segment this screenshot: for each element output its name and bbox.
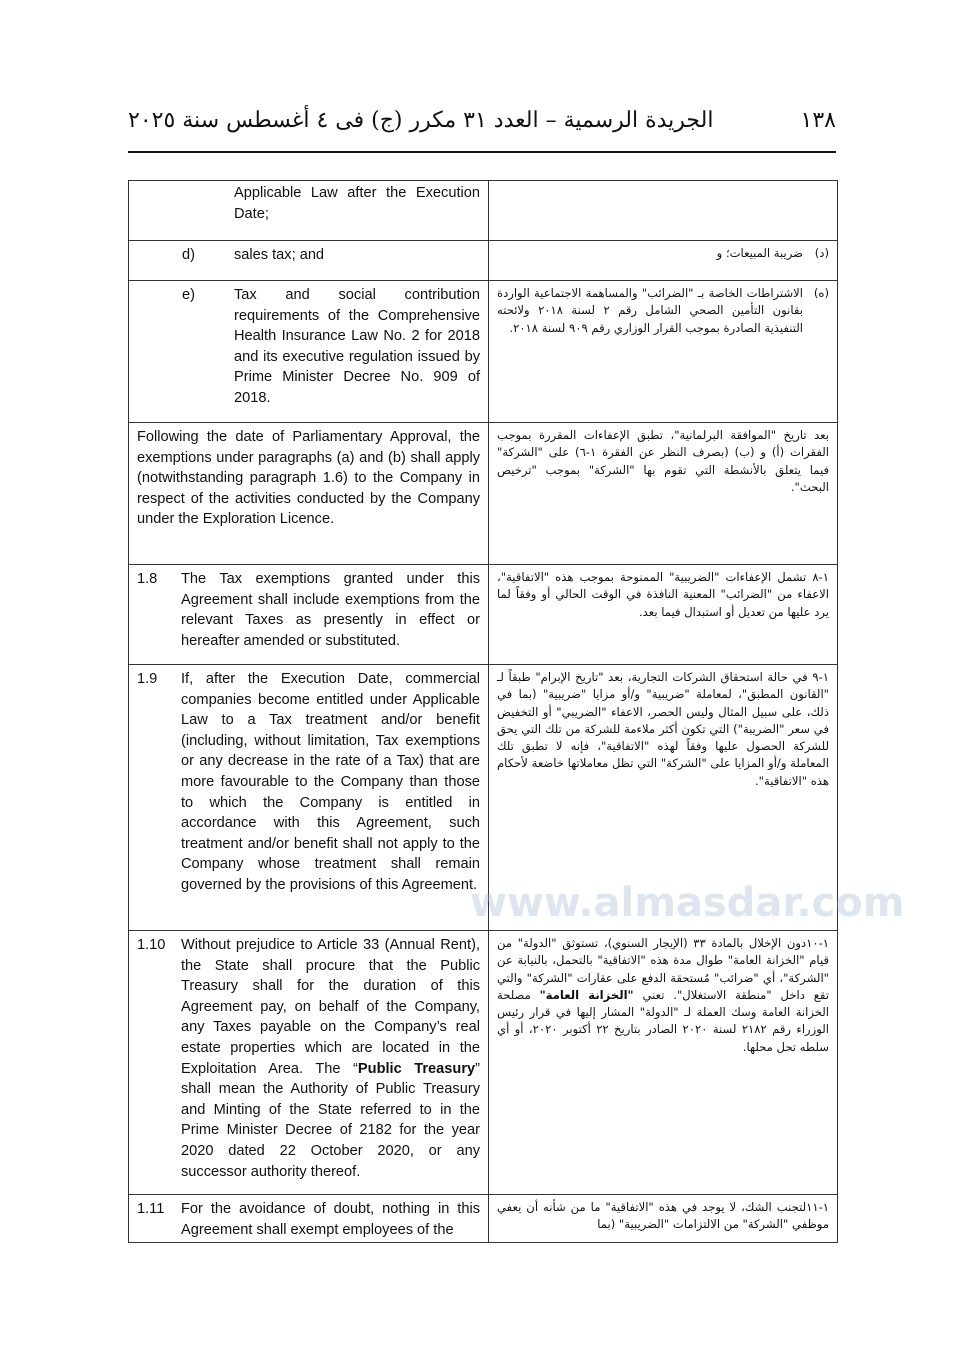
page-number: ١٣٨	[800, 107, 836, 133]
arabic-cell	[489, 931, 838, 1195]
clause-text-ar: بعد تاريخ "الموافقة البرلمانية"، تطبق الإعفاءات المقررة بموجب الفقرات (أ) و (ب) (بصرف النظر عن الفقرة ١-٦) على "الشركة" فيما يتعلق بالأنشطة التي تقوم بها "الشركة" بموجب "ترخيص البحث".	[497, 428, 829, 494]
table-row	[129, 181, 838, 241]
clause-text: The Tax exemptions granted under this Agreement shall include exemptions from the relevant Taxes as presently in effect or hereafter amended or substituted.	[181, 571, 480, 649]
clause-text: Without prejudice to Article 33 (Annual Rent), the State shall procure that the Public Treasury shall for the duration of this Agreement pay, on behalf of the Company, any Taxes payable on the Company’s real estate properties which are located in the Exploitation Area. The “	[181, 937, 480, 1077]
bilingual-agreement-table	[128, 180, 838, 1243]
clause-text: Applicable Law after the Execution Date;	[234, 185, 480, 222]
item-label	[182, 183, 234, 224]
arabic-cell	[489, 1195, 838, 1243]
clause-text-ar: ١-٩ في حالة استحقاق الشركات التجارية، بعد "تاريخ الإبرام" طبقاً لـ "القانون المطبق"، لمعاملة "ضريبية" و/أو مزايا "ضريبية" (بما في ذلك، على سبيل المثال وليس الحصر، الاعفاء "الضريبي" أو التخفيض في سعر "الضريبة") التي تكون أكثر ملاءمة للشركة من تلك التي يحق للشركة الحصول عليها وفقاً لهذه "الاتفاقية"، فإنه لا تطبق تلك المعاملة و/أو المزايا على "الشركة" التي تظل معاملاتها خاضعة لأحكام هذه "الاتفاقية".	[497, 670, 829, 788]
clause-text: ” shall mean the Authority of Public Treasury and Minting of the State referred to in the Prime Minister Decree of 2182 for the year 2020 dated 22 October 2020, or any successor authority thereof.	[181, 1060, 480, 1180]
arabic-cell	[489, 281, 838, 423]
table-row	[129, 565, 838, 665]
clause-text-ar: مصلحة الخزانة العامة وسك العملة لـ "الدولة" المشار إليها في قرار رئيس الوزراء رقم ٢١٨٢ لسنة ٢٠٢٠ الصادر بتاريخ ٢٢ أكتوبر ٢٠٢٠، أو أي سلطه تحل محلها.	[497, 987, 829, 1054]
defined-term-ar: "الخزانة العامة"	[539, 987, 634, 1002]
clause-number: 1.8	[137, 571, 158, 587]
english-cell	[129, 931, 489, 1195]
arabic-cell	[489, 181, 838, 241]
item-label-ar: (د)	[814, 246, 829, 260]
table-row	[129, 423, 838, 565]
arabic-cell	[489, 241, 838, 281]
clause-text-ar: الاشتراطات الخاصة بـ "الضرائب" والمساهمة الاجتماعية الواردة بقانون التأمين الصحي الشامل رقم ٢ لسنة ٢٠١٨ ولائحته التنفيذية الصادرة بموجب القرار الوزاري رقم ٩٠٩ لسنة ٢٠١٨.	[497, 286, 803, 335]
item-label: e)	[182, 287, 195, 303]
clause-text: Tax and social contribution requirements of the Comprehensive Health Insurance Law No. 2 for 2018 and its executive regulation issued by Prime Minister Decree No. 909 of 2018.	[234, 287, 480, 406]
clause-text-ar: ١-٨ تشمل الإعفاءات "الضريبية" الممنوحة بموجب هذه "الاتفاقية"، الاعفاء من "الضرائب" المعنية النافذة في الوقت الحالي أو وفقاً لما يرد عليها من تعديل أو استبدال فيما بعد.	[497, 570, 829, 619]
english-cell	[129, 281, 489, 423]
clause-text: For the avoidance of doubt, nothing in this Agreement shall exempt employees of the	[181, 1201, 480, 1238]
table-row	[129, 241, 838, 281]
clause-text: sales tax; and	[234, 247, 325, 263]
clause-text-ar: ضريبة المبيعات؛ و	[716, 246, 803, 260]
watermark: www.almasdar.com	[470, 880, 905, 926]
item-label-ar: (ه)	[813, 286, 829, 300]
table-row	[129, 281, 838, 423]
english-cell	[129, 665, 489, 931]
clause-text-ar: ١-١١لتجنب الشك، لا يوجد في هذه "الاتفاقية" ما من شأنه أن يعفي موظفي "الشركة" من الالتزامات "الضريبية" (بما	[497, 1200, 829, 1232]
header-divider	[128, 151, 836, 153]
table-row	[129, 931, 838, 1195]
clause-number: 1.9	[137, 671, 158, 687]
english-cell	[129, 241, 489, 281]
clause-number: 1.10	[137, 937, 166, 953]
defined-term: Public Treasury	[357, 1060, 476, 1077]
clause-number: 1.11	[137, 1201, 165, 1217]
clause-text: If, after the Execution Date, commercial companies become entitled under Applicable Law to a Tax treatment and/or benefit (including, without limitation, Tax exemptions or any decrease in the rate of a Tax) that are more favourable to the Company than those to which the Company is entitled in accordance with this Agreement, such treatment and/or benefit shall not apply to the Company whose treatment shall remain governed by the provisions of this Agreement.	[181, 671, 480, 893]
table-row	[129, 1195, 838, 1243]
clause-text: Following the date of Parliamentary Approval, the exemptions under paragraphs (a) and (b) shall apply (notwithstanding paragraph 1.6) to the Company in respect of the activities conducted by the Company under the Exploration Licence.	[137, 429, 480, 528]
english-cell	[129, 1195, 489, 1243]
item-label: d)	[182, 247, 195, 263]
arabic-cell	[489, 665, 838, 931]
english-cell	[129, 565, 489, 665]
arabic-cell	[489, 423, 838, 565]
english-cell	[129, 423, 489, 565]
clause-text-ar: ١-١٠دون الإخلال بالمادة ٣٣ (الإيجار السنوي)، تستوثق "الدولة" من قيام "الخزانة العامة" طوال مدة هذه "الاتفاقية" بالتحمل، بالنيابة عن "الشركة"، أي "ضرائب" مُستحقة الدفع على عقارات "الشركة" والتي تقع داخل "منطقة الاستغلال". تعني	[497, 936, 830, 1002]
gazette-title: الجريدة الرسمية – العدد ٣١ مكرر (ج) فى ٤ أغسطس سنة ٢٠٢٥	[128, 107, 714, 133]
page-header	[128, 100, 836, 140]
english-cell	[129, 181, 489, 241]
table-row	[129, 665, 838, 931]
arabic-cell	[489, 565, 838, 665]
